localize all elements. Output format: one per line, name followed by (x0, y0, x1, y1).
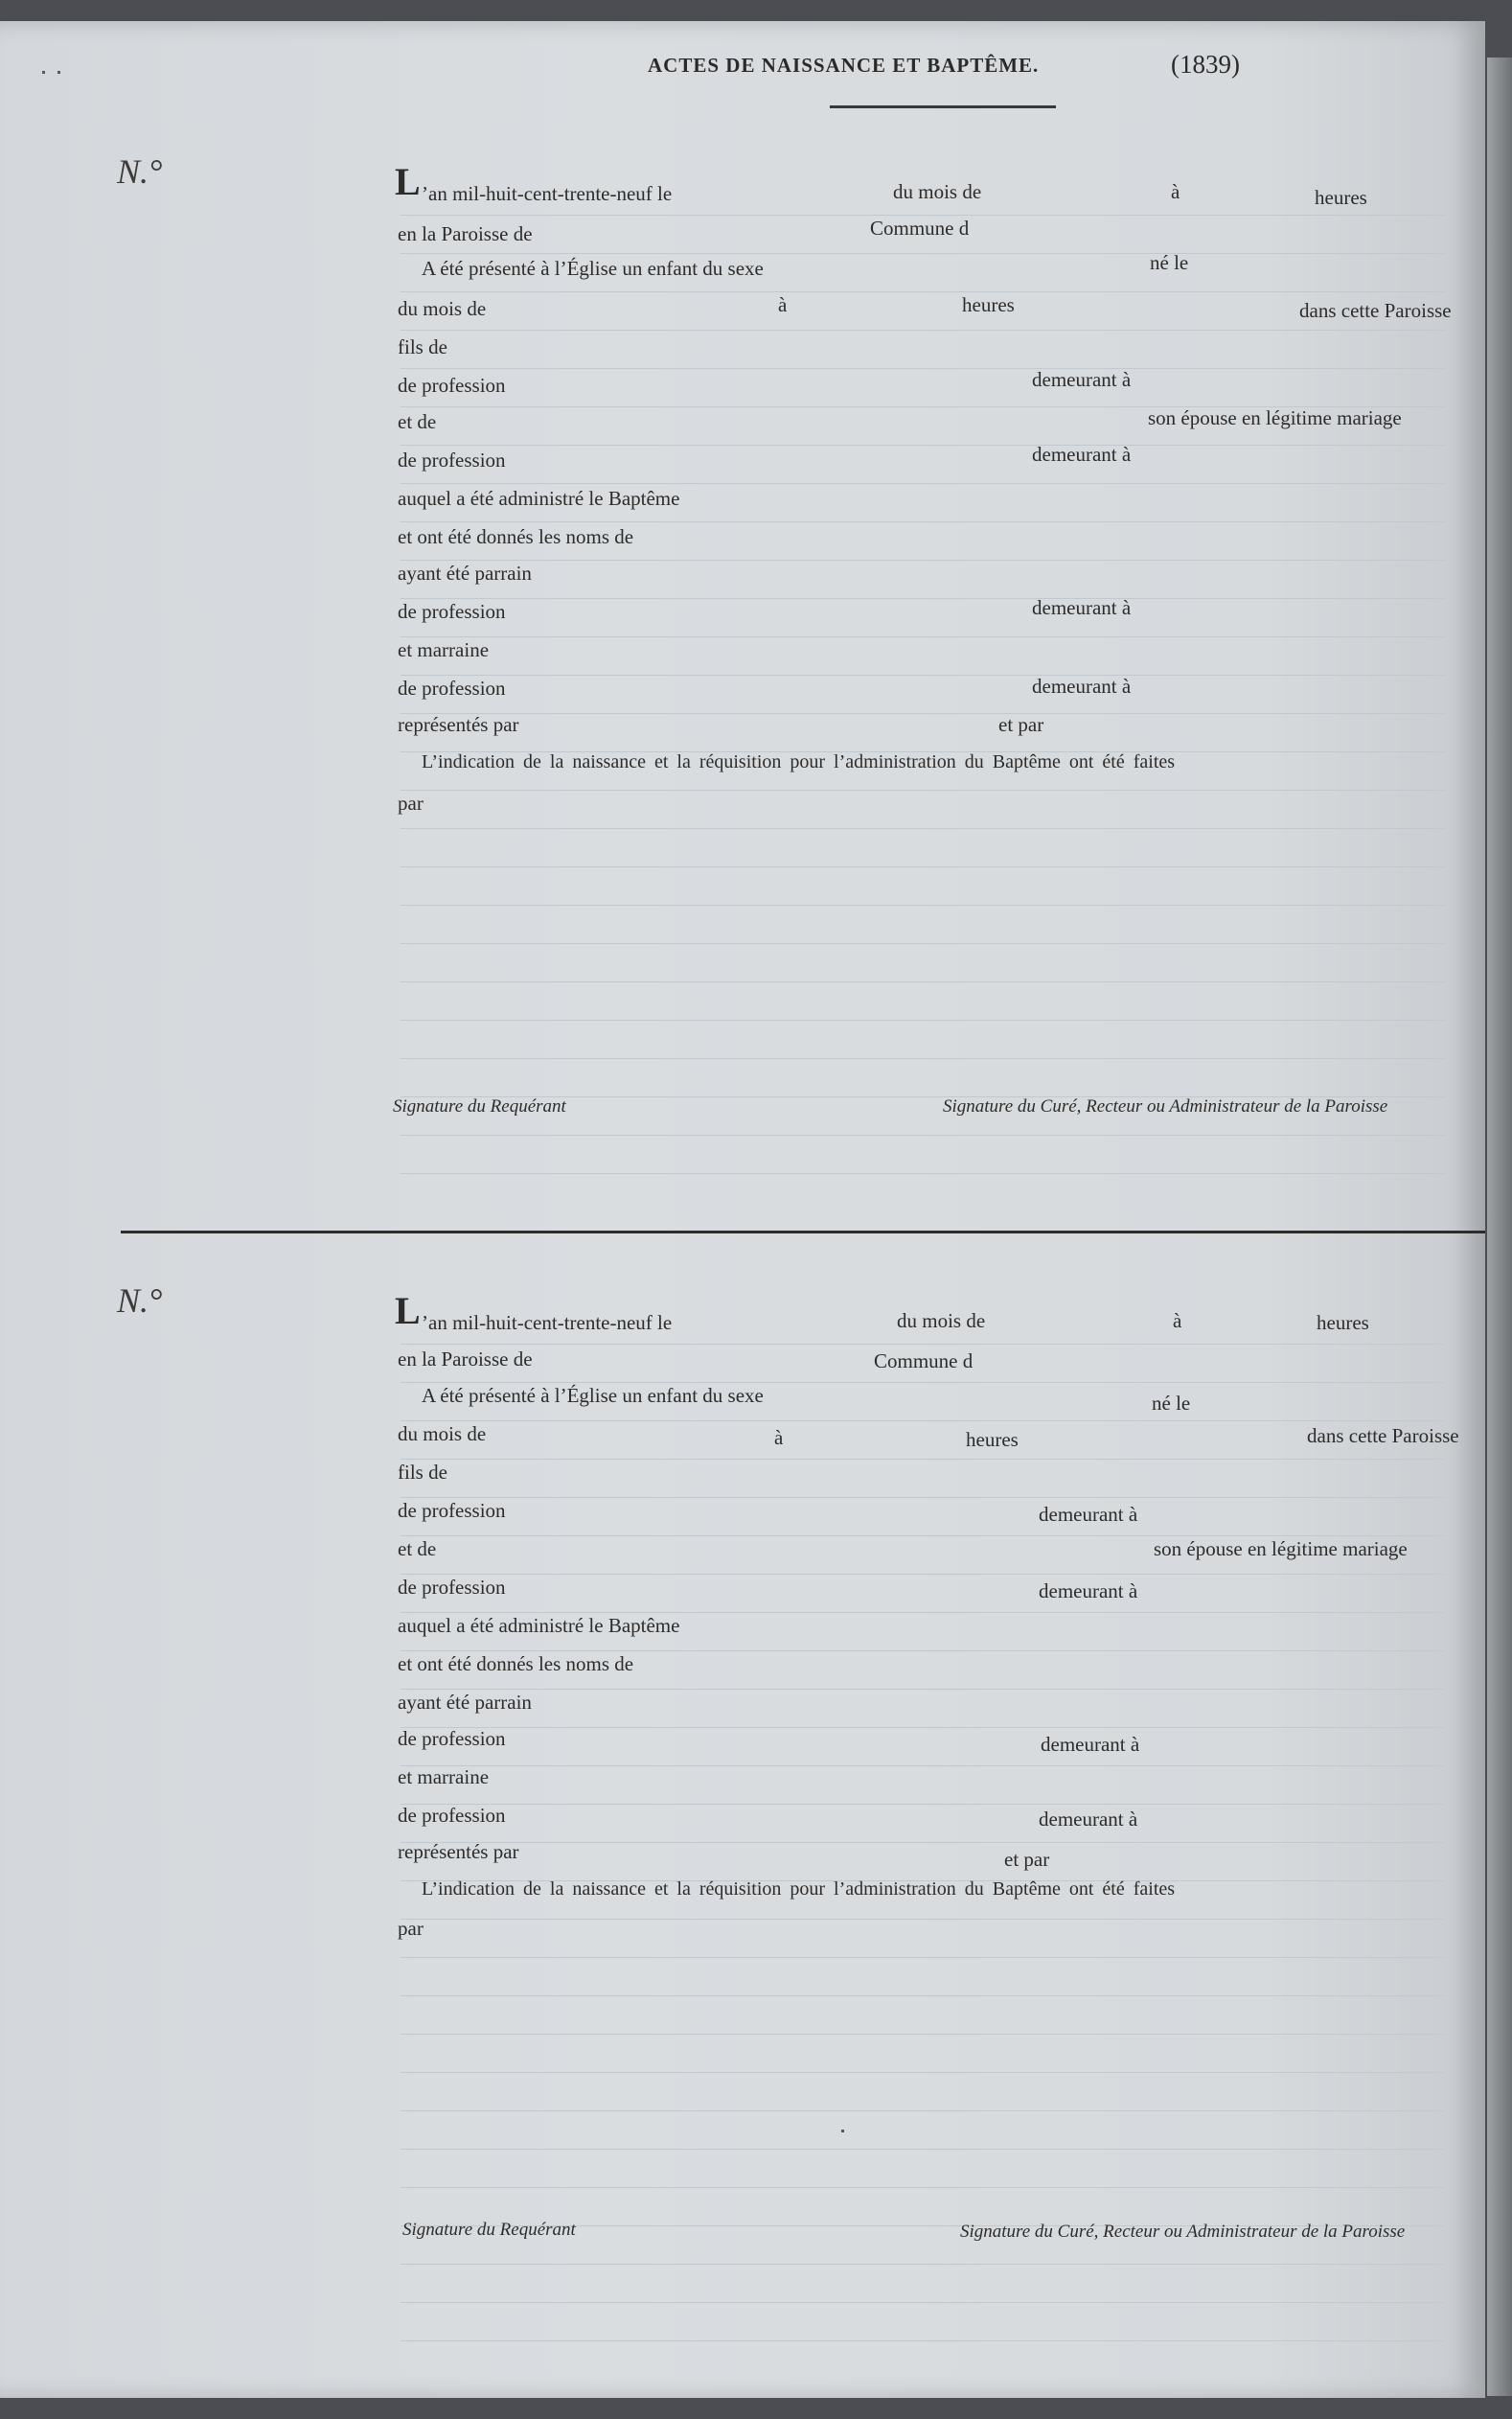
line1-c: à (1171, 180, 1180, 203)
line14-a: de profession (398, 677, 506, 700)
line7-a: et de (398, 410, 437, 433)
line17: par (398, 792, 424, 815)
signature-cure: Signature du Curé, Recteur ou Administrateur de la Paroisse (943, 1096, 1388, 1117)
line1-a: ’an mil-huit-cent-trente-neuf le (422, 182, 673, 205)
entry-number: N.° (117, 1281, 163, 1320)
line17: par (398, 1917, 424, 1940)
signature-requerant: Signature du Requérant (402, 2220, 576, 2240)
line5: fils de (398, 1461, 447, 1484)
line4-c: heures (966, 1428, 1019, 1451)
line1-c: à (1173, 1309, 1182, 1332)
speck (42, 71, 45, 74)
line13: et marraine (398, 638, 490, 661)
line6-a: de profession (398, 374, 506, 397)
line4-d: dans cette Paroisse (1299, 299, 1452, 322)
line2-a: en la Paroisse de (398, 1348, 533, 1371)
signature-requerant: Signature du Requérant (393, 1096, 566, 1117)
line7-b: son épouse en légitime mariage (1154, 1537, 1408, 1560)
page-edge (1487, 58, 1512, 2396)
line15-b: et par (998, 713, 1044, 736)
header-title: ACTES DE NAISSANCE ET BAPTÊME. (648, 54, 1040, 77)
speck (841, 2130, 844, 2132)
header-year: (1839) (1171, 50, 1240, 79)
line4-b: à (774, 1426, 784, 1449)
speck (57, 71, 60, 74)
line2-b: Commune d (874, 1349, 974, 1372)
line3-a: A été présenté à l’Église un enfant du sexe (422, 257, 764, 280)
line4-a: du mois de (398, 1422, 487, 1445)
line13: et marraine (398, 1765, 490, 1788)
line10: et ont été donnés les noms de (398, 525, 634, 548)
line12-a: de profession (398, 600, 506, 623)
line6-b: demeurant à (1032, 368, 1132, 391)
line1-a: ’an mil-huit-cent-trente-neuf le (422, 1311, 673, 1334)
initial-letter: L (395, 160, 421, 203)
line8-a: de profession (398, 1576, 506, 1599)
line12-b: demeurant à (1032, 596, 1132, 619)
line1-d: heures (1315, 186, 1367, 209)
line6-b: demeurant à (1039, 1503, 1138, 1526)
header-rule (830, 105, 1056, 108)
line15-a: représentés par (398, 1840, 519, 1863)
line1-b: du mois de (893, 180, 982, 203)
line4-a: du mois de (398, 297, 487, 320)
entry-separator (121, 1231, 1485, 1233)
line14-b: demeurant à (1039, 1808, 1138, 1831)
line4-c: heures (962, 293, 1015, 316)
line8-b: demeurant à (1032, 443, 1132, 466)
line16: L’indication de la naissance et la réquisition pour l’administration du Baptême ont été faites (422, 751, 1176, 772)
line3-a: A été présenté à l’Église un enfant du sexe (422, 1384, 764, 1407)
line8-b: demeurant à (1039, 1579, 1138, 1602)
line3-b: né le (1152, 1392, 1191, 1415)
line11: ayant été parrain (398, 1691, 532, 1714)
register-page (0, 21, 1485, 2398)
line14-b: demeurant à (1032, 675, 1132, 698)
line15-b: et par (1004, 1848, 1050, 1871)
line9: auquel a été administré le Baptême (398, 1614, 680, 1637)
line8-a: de profession (398, 449, 506, 472)
line12-b: demeurant à (1041, 1733, 1140, 1756)
line7-a: et de (398, 1537, 437, 1560)
entry-number: N.° (117, 152, 163, 191)
line1-d: heures (1317, 1311, 1369, 1334)
line4-d: dans cette Paroisse (1307, 1424, 1459, 1447)
initial-letter: L (395, 1289, 421, 1332)
line9: auquel a été administré le Baptême (398, 487, 680, 510)
line12-a: de profession (398, 1727, 506, 1750)
line5: fils de (398, 335, 447, 358)
line10: et ont été donnés les noms de (398, 1652, 634, 1675)
line3-b: né le (1150, 251, 1189, 274)
line16: L’indication de la naissance et la réquisition pour l’administration du Baptême ont été faites (422, 1878, 1176, 1900)
line6-a: de profession (398, 1499, 506, 1522)
line4-b: à (778, 293, 788, 316)
line1-b: du mois de (897, 1309, 986, 1332)
line2-b: Commune d (870, 217, 970, 240)
signature-cure: Signature du Curé, Recteur ou Administrateur de la Paroisse (960, 2222, 1406, 2242)
line11: ayant été parrain (398, 562, 532, 585)
line2-a: en la Paroisse de (398, 222, 533, 245)
line7-b: son épouse en légitime mariage (1148, 406, 1402, 429)
line15-a: représentés par (398, 713, 519, 736)
line14-a: de profession (398, 1804, 506, 1827)
